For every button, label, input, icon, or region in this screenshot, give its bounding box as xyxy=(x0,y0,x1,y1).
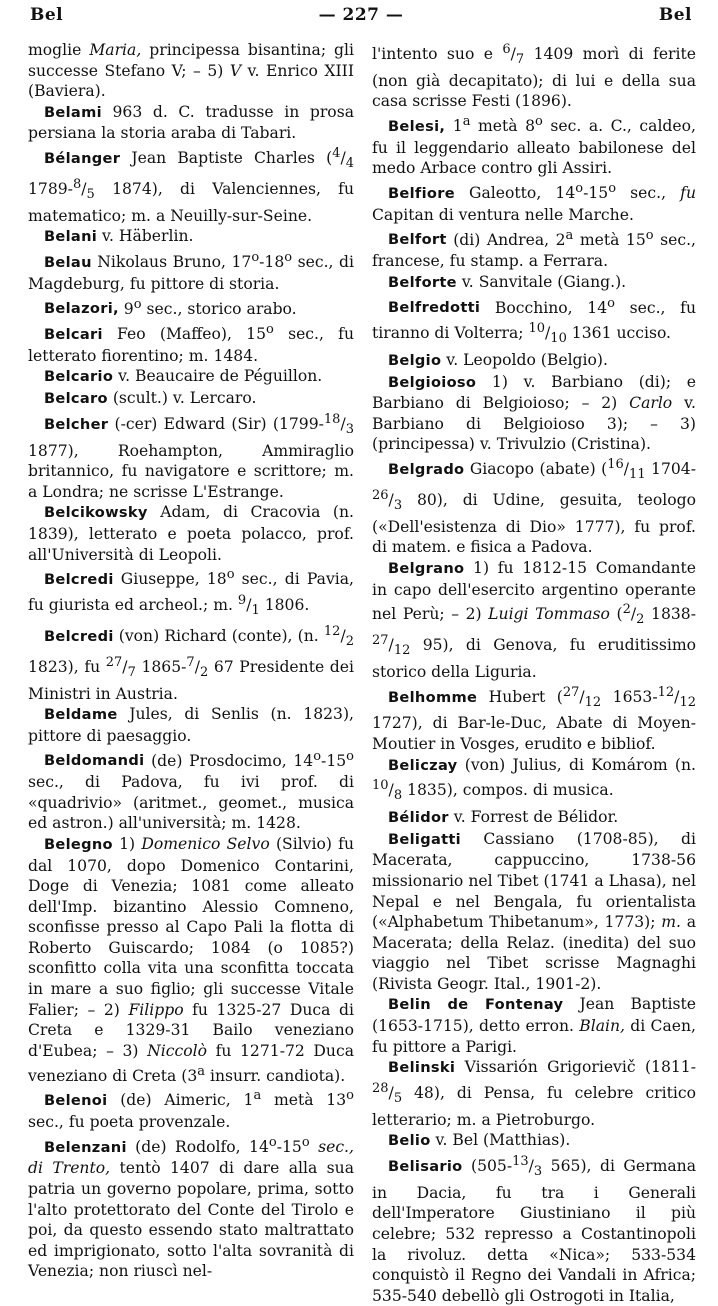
entry-headword: Bélidor xyxy=(388,809,449,827)
entry-headword: Belenzani xyxy=(44,1138,127,1156)
entry-headword: Belgioioso xyxy=(388,373,477,391)
dictionary-entry xyxy=(28,388,354,410)
entry-headword: Belcario xyxy=(44,368,114,386)
entry-body: Nikolaus Bruno, 17$^o$-18$^o$ sec., di Magdeburg, fu pittore di storia. xyxy=(28,249,355,293)
entry-body: (von) Richard (conte), (n. $^{12}/_2$ 1823), fu $^{27}/_7$ $1865-^7/_2$ 67 Presidente dei Ministri in Austria. xyxy=(28,623,354,703)
entry-body: Jules, di Senlis (n. 1823), pittore di paesaggio. xyxy=(28,705,354,745)
dictionary-entry xyxy=(372,1130,696,1152)
entry-body: l'intento suo e $^6/_7$ 1409 morì di ferite (non già decapitato); di lui e della sua casa scrisse Festi (1896). xyxy=(372,42,696,111)
entry-body: ($505-^{13}/_3$ 565), di Germana in Dacia, fu tra i Generali dell'Imperatore Giustiniano il più celebre; 532 represso a Costantinopoli la rivoluz. detta «Nica»; 533-534 conquistò il Regno dei Vandali in Africa; 535-540 debellò gli Ostrogoti in Italia, xyxy=(372,1153,696,1305)
entry-headword: Belin de Fontenay xyxy=(388,996,564,1014)
entry-headword: Belenoi xyxy=(44,1092,108,1110)
dictionary-entry xyxy=(372,1057,696,1130)
dictionary-entry xyxy=(372,112,696,179)
entry-body: 963 d. C. tradusse in prosa persiana la storia araba di Tabari. xyxy=(28,102,354,143)
dictionary-entry xyxy=(28,366,354,388)
entry-headword: Belami xyxy=(44,103,102,121)
dictionary-entry xyxy=(28,1086,354,1132)
entry-body: v. Forrest de Bélidor. xyxy=(448,808,619,827)
header-left-word: Bel xyxy=(30,5,64,25)
entry-headword: Belisario xyxy=(388,1158,463,1176)
entry-headword: Belinski xyxy=(388,1059,456,1077)
dictionary-entry xyxy=(372,350,696,372)
entry-headword: Belau xyxy=(44,254,92,272)
dictionary-entry xyxy=(372,558,696,683)
entry-headword: Belgio xyxy=(388,352,442,370)
dictionary-entry xyxy=(28,746,354,834)
entry-headword: Belcher xyxy=(44,415,109,433)
entry-headword: Belcaro xyxy=(44,390,108,408)
left-column xyxy=(28,40,355,1281)
entry-body: (di) Andrea, 2$^a$ metà 15$^o$ sec., francese, fu stamp. a Ferrara. xyxy=(372,227,696,271)
entry-body: v. Leopoldo (Belgio). xyxy=(441,351,608,370)
dictionary-entry xyxy=(28,565,354,622)
dictionary-entry xyxy=(28,410,354,503)
dictionary-entry xyxy=(372,455,696,558)
entry-body: 1) Domenico Selvo (Silvio) fu dal 1070, dopo Domenico Contarini, Doge di Venezia; 1081 come alleato dell'Imp. bizantino Alessio Comneno, sconfisse presso al Capo Pali la flotta di Roberto Guiscardo; 1084 (o 1085?) sconfitto colla vita una sconfitta toccata in mare a suo figlio; gli successe Vitale Falier; – 2) Filippo fu 1325-27 Duca di Creta e 1329-31 Bailo veneziano d'Eubea; – 3) Niccolò fu 1271-72 Duca veneziano di Creta (3$^a$ insurr. candiota). xyxy=(28,834,354,1085)
dictionary-entry xyxy=(28,102,354,144)
entry-headword: Belcikowsky xyxy=(44,504,148,522)
entry-body: moglie Maria, principessa bisantina; gli successe Stefano V; – 5) V v. Enrico XIII (Baviera). xyxy=(28,41,355,101)
entry-body: v. Beaucaire de Péguillon. xyxy=(113,367,323,386)
dictionary-entry xyxy=(372,1152,696,1306)
dictionary-entry xyxy=(28,248,354,294)
entry-headword: Belani xyxy=(44,228,98,246)
entry-body: v. Sanvitale (Giang.). xyxy=(456,272,627,291)
dictionary-entry xyxy=(28,320,354,366)
entry-body: (de) Prosdocimo, 14$^o$-15$^o$ sec., di Padova, fu ivi prof. di «quadrivio» (aritmet., geomet., musica ed astron.) all'università; m. 1428. xyxy=(28,748,354,833)
entry-body: Cassiano (1708-85), di Macerata, cappuccino, 1738-56 missionario nel Tibet (1741 a Lhasa), nel Nepal e nel Bengala, fu orientalista («Alphabetum Thibetanum», 1773); m. a Macerata; della Relaz. (inedita) del suo viaggio nel Tibet scrisse Magnaghi (Rivista Geogr. Ital., 1901-2). xyxy=(372,829,696,993)
entry-body: 9$^o$ sec., storico arabo. xyxy=(118,296,297,318)
dictionary-entry xyxy=(28,1133,354,1282)
entry-body: v. Häberlin. xyxy=(97,227,194,246)
entry-headword: Beliczay xyxy=(388,756,458,774)
entry-headword: Bélanger xyxy=(44,150,121,168)
entry-body: (scult.) v. Lercaro. xyxy=(107,389,257,408)
dictionary-entry xyxy=(372,272,696,294)
dictionary-entry xyxy=(28,226,354,248)
dictionary-entry xyxy=(28,144,354,226)
entry-body: (von) Julius, di Komárom (n. $^{10}/_8$ 1835), compos. di musica. xyxy=(372,755,696,804)
right-column xyxy=(372,40,696,1305)
entry-body: Adam, di Cracovia (n. 1839), letterato e poeta polacco, prof. all'Università di Leopoli. xyxy=(28,503,354,564)
entry-body: (-cer) Edward (Sir) ($1799-^{18}/_3$ 1877), Roehampton, Ammiraglio britannico, fu navigatore e scrittore; m. a Londra; ne scrisse L'Estrange. xyxy=(28,411,354,501)
entry-body: 1$^a$ metà 8$^o$ sec. a. C., caldeo, fu il leggendario alleato babilonese del medo Arbace contro gli Assiri. xyxy=(372,114,696,178)
dictionary-entry xyxy=(28,294,354,320)
entry-headword: Belhomme xyxy=(388,688,478,706)
dictionary-entry xyxy=(28,834,354,1086)
entry-body: Jean Baptiste Charles ($^4/_4$ $1789-^8/_5$ 1874), di Valenciennes, fu matematico; m. a Neuilly-sur-Seine. xyxy=(28,145,354,225)
entry-body: 1) fu 1812-15 Comandante in capo dell'esercito argentino operante nel Perù; – 2) Luigi Tommaso ($^2/_2$ $1838-^{27}/_{12}$ 95), di Genova, fu eruditissimo storico della Liguria. xyxy=(372,559,696,681)
entry-headword: Belforte xyxy=(388,273,457,291)
entry-body: Jean Baptiste (1653-1715), detto erron. Blain, di Caen, fu pittore a Parigi. xyxy=(372,995,696,1056)
entry-headword: Beldomandi xyxy=(44,752,145,770)
entry-headword: Beldame xyxy=(44,706,118,724)
entry-body: Hubert ($^{27}/_{12}$ $1653-^{12}/_{12}$ 1727), di Bar-le-Duc, Abate di Moyen-Moutier in Vosges, erudito e bibliof. xyxy=(372,684,696,754)
entry-body: Vissarión Grigorievič ($1811-^{28}/_5$ 48), di Pensa, fu celebre critico letterario; m. a Pietroburgo. xyxy=(372,1058,696,1129)
dictionary-entry xyxy=(372,225,696,271)
dictionary-entry xyxy=(372,372,696,455)
entry-headword: Belcredi xyxy=(44,571,114,589)
entry-headword: Belfredotti xyxy=(388,299,481,317)
entry-body: (de) Aimeric, 1$^a$ metà 13$^o$ sec., fu poeta provenzale. xyxy=(28,1088,354,1131)
dictionary-entry xyxy=(372,994,696,1057)
dictionary-entry xyxy=(372,807,696,829)
entry-body: Giacopo (abate) ($^{16}/_{11}$ $1704-^{26}/_3$ 80), di Udine, gesuita, teologo («Dell'esistenza di Dio» 1777), fu prof. di matem. e fisica a Padova. xyxy=(372,457,696,557)
dictionary-entry xyxy=(28,502,354,565)
entry-headword: Belgrano xyxy=(388,560,465,577)
dictionary-entry xyxy=(372,179,696,225)
dictionary-entry xyxy=(28,704,354,746)
entry-continuation xyxy=(372,40,696,112)
entry-headword: Belcredi xyxy=(44,627,114,645)
header-right-word: Bel xyxy=(658,5,692,25)
entry-body: Galeotto, 14$^o$-15$^o$ sec., fu Capitan di ventura nelle Marche. xyxy=(372,181,696,224)
dictionary-entry xyxy=(28,622,354,704)
entry-continuation xyxy=(28,40,354,102)
page-number: — 227 — xyxy=(318,5,404,25)
entry-headword: Belio xyxy=(388,1132,431,1150)
entry-body: 1) v. Barbiano (di); e Barbiano di Belgioioso; – 2) Carlo v. Barbiano di Belgioioso 3); – 3) (principessa) v. Trivulzio (Cristina). xyxy=(372,372,696,454)
entry-headword: Belgrado xyxy=(388,461,465,479)
dictionary-entry xyxy=(372,683,696,755)
entry-body: (de) Rodolfo, 14$^o$-15$^o$ sec., di Trento, tentò 1407 di dare alla sua patria un governo popolare, prima, sotto l'alto protettorato del Conte del Tirolo e poi, da questo essendo stato maltrattato ed imprigionato, sotto l'alta sovranità di Venezia; non riuscì nel- xyxy=(28,1134,354,1281)
entry-headword: Belcari xyxy=(44,326,103,344)
entry-body: Bocchino, 14$^o$ sec., fu tiranno di Volterra; $^{10}/_{10}$ 1361 ucciso. xyxy=(372,295,696,347)
entry-body: Feo (Maffeo), 15$^o$ sec., fu letterato fiorentino; m. 1484. xyxy=(28,322,354,365)
entry-headword: Belfort xyxy=(388,231,447,249)
dictionary-entry xyxy=(372,293,696,350)
entry-headword: Belesi, xyxy=(388,118,446,136)
entry-headword: Belegno xyxy=(44,835,113,853)
running-header xyxy=(0,2,718,28)
dictionary-entry xyxy=(372,755,696,807)
entry-headword: Beligatti xyxy=(388,830,461,848)
entry-headword: Belazori, xyxy=(44,300,119,318)
entry-headword: Belfiore xyxy=(388,185,455,203)
entry-body: Giuseppe, 18$^o$ sec., di Pavia, fu giurista ed archeol.; m. $^9/_1$ 1806. xyxy=(28,567,355,619)
dictionary-entry xyxy=(372,829,696,995)
entry-body: v. Bel (Matthias). xyxy=(430,1131,571,1150)
